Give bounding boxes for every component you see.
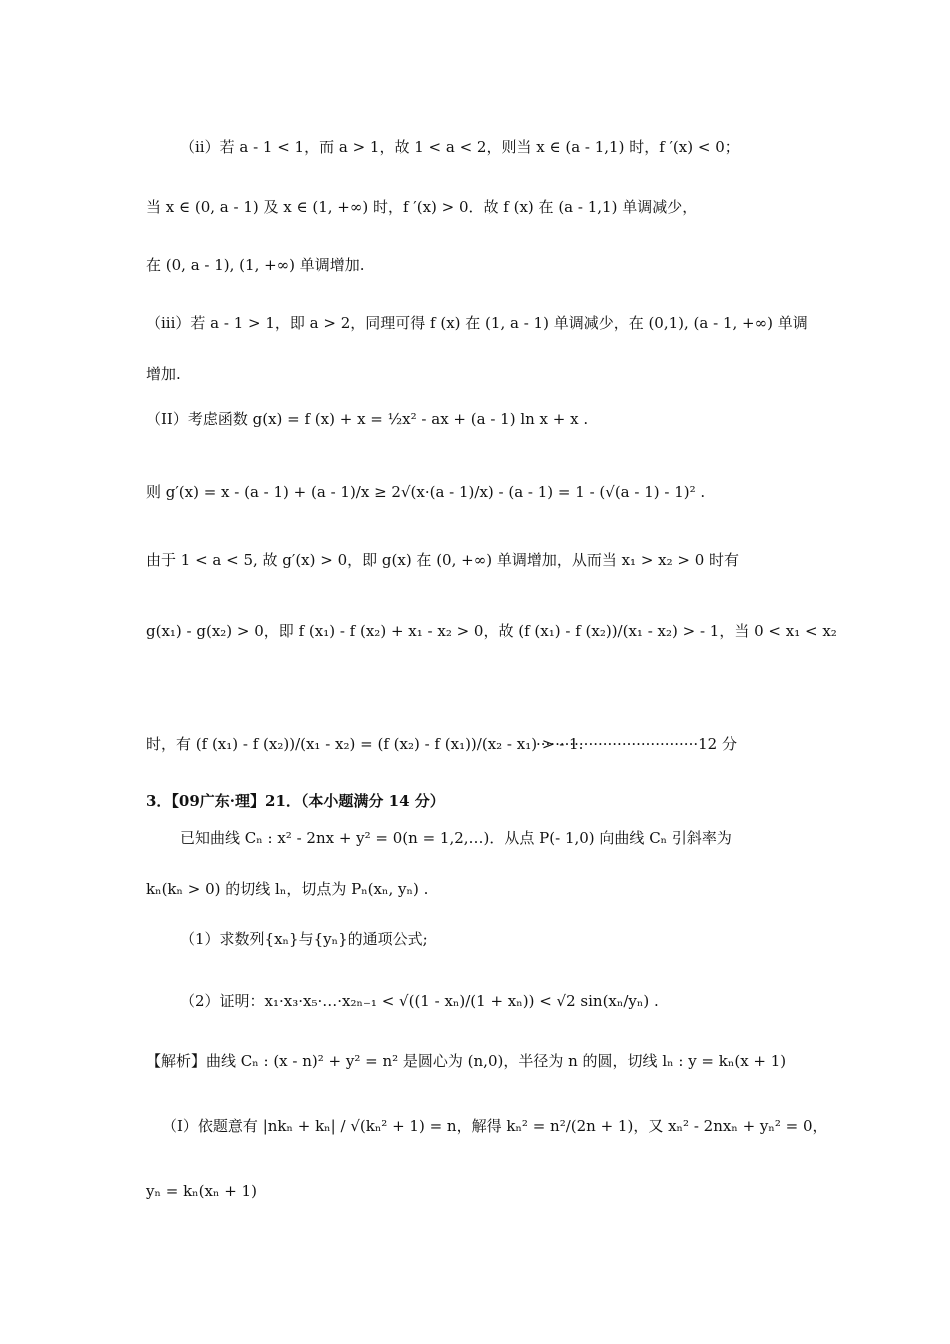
text-line-ii: （ii）若 a - 1 < 1，而 a > 1，故 1 < a < 2，则当 x ∈ (a - 1,1) 时，f ′(x) < 0； [180, 138, 740, 156]
solution-intro: 【解析】曲线 Cₙ : (x - n)² + y² = n² 是圆心为 (n,0)，半径为 n 的圆，切线 lₙ : y = kₙ(x + 1) [146, 1052, 787, 1070]
solution-part-I: （Ⅰ）依题意有 |nkₙ + kₙ| / √(kₙ² + 1) = n，解得 kₙ² = n²/(2n + 1)，又 xₙ² - 2nxₙ + yₙ² = 0， [162, 1117, 828, 1135]
problem-part-1: （1）求数列{xₙ}与{yₙ}的通项公式; [180, 930, 428, 948]
problem-heading: 3．【09广东·理】21．（本小题满分 14 分） [146, 792, 445, 810]
text-line-interval-sign: 当 x ∈ (0, a - 1) 及 x ∈ (1, +∞) 时，f ′(x) > 0．故 f (x) 在 (a - 1,1) 单调减少， [146, 198, 698, 216]
text-line-increasing: 在 (0, a - 1), (1, +∞) 单调增加. [146, 256, 365, 274]
text-line-conclusion: 时，有 (f (x₁) - f (x₂))/(x₁ - x₂) = (f (x₂) - f (x₁))/(x₂ - x₁) > - 1. [146, 735, 584, 753]
text-line-iii: （iii）若 a - 1 > 1，即 a > 2，同理可得 f (x) 在 (1, a - 1) 单调减少，在 (0,1), (a - 1, +∞) 单调 [146, 314, 808, 332]
problem-part-2: （2）证明：x₁·x₃·x₅·…·x₂ₙ₋₁ < √((1 - xₙ)/(1 + xₙ)) < √2 sin(xₙ/yₙ) . [180, 992, 659, 1010]
problem-statement-1: 已知曲线 Cₙ : x² - 2nx + y² = 0(n = 1,2,…)．从点 P(- 1,0) 向曲线 Cₙ 引斜率为 [180, 829, 732, 847]
text-line-inequality: g(x₁) - g(x₂) > 0，即 f (x₁) - f (x₂) + x₁ - x₂ > 0，故 (f (x₁) - f (x₂))/(x₁ - x₂) > - 1，当 0 < x₁ < x₂ [146, 622, 837, 640]
problem-statement-2: kₙ(kₙ > 0) 的切线 lₙ，切点为 Pₙ(xₙ, yₙ) . [146, 880, 429, 898]
text-line-monotonic: 由于 1 < a < 5, 故 g′(x) > 0，即 g(x) 在 (0, +∞) 单调增加，从而当 x₁ > x₂ > 0 时有 [146, 551, 740, 569]
text-line-part-II: （II）考虑函数 g(x) = f (x) + x = ½x² - ax + (a - 1) ln x + x . [146, 410, 589, 428]
solution-yn: yₙ = kₙ(xₙ + 1) [146, 1182, 257, 1200]
score-dots: ··································12 分 [536, 735, 737, 753]
text-line-derivative: 则 g′(x) = x - (a - 1) + (a - 1)/x ≥ 2√(x·(a - 1)/x) - (a - 1) = 1 - (√(a - 1) - 1)² . [146, 483, 706, 501]
text-line-increasing-2: 增加. [146, 365, 181, 383]
